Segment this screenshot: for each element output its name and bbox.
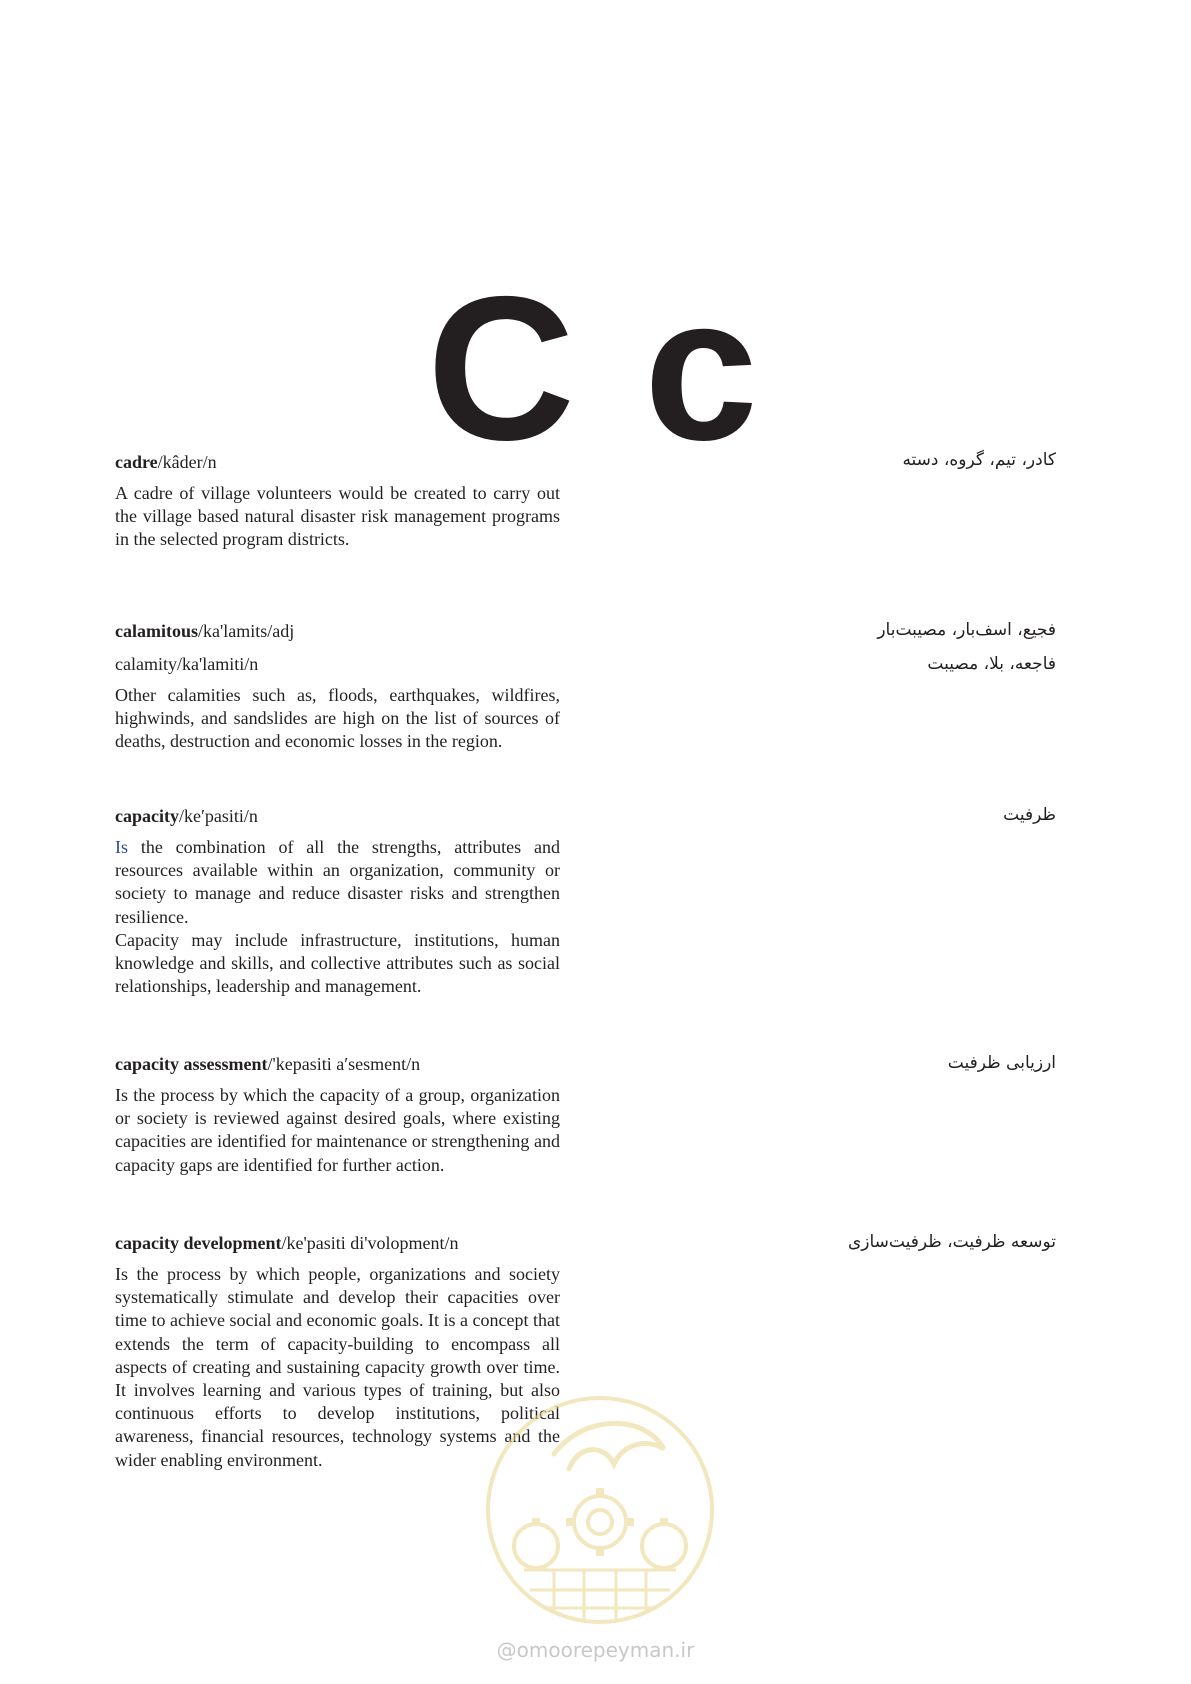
- pronunciation: /ke′pasiti/n: [178, 806, 258, 826]
- definition-paragraph: Capacity may include infrastructure, institutions, human knowledge and skills, and collective attributes such as social relationships, leadership and management.: [115, 929, 560, 997]
- headword-line: [115, 1053, 560, 1075]
- watermark-logo: [484, 1394, 716, 1626]
- definition-paragraph: Other calamities such as, floods, earthquakes, wildfires, highwinds, and sandslides are high on the list of sources of deaths, destruction and economic losses in the region.: [115, 685, 560, 752]
- definition: [115, 1084, 560, 1177]
- definition-lead: Is: [115, 837, 128, 857]
- glossary-entry-capacity-assessment: [115, 1053, 560, 1177]
- headword-line: [115, 620, 560, 642]
- headword: calamitous: [115, 621, 198, 641]
- headword-line: [115, 451, 560, 473]
- pronunciation: /ka'lamits/adj: [198, 621, 295, 641]
- watermark-url: @omoorepeyman.ir: [496, 1638, 695, 1662]
- glossary-entry-calamitous: [115, 620, 560, 754]
- sub-headword-line: calamity/ka'lamiti/n: [115, 654, 259, 674]
- headword-line: [115, 1232, 560, 1254]
- pronunciation: /ke'pasiti di'volopment/n: [281, 1233, 459, 1253]
- persian-translation-sub: فاجعه، بلا، مصیبت: [927, 654, 1056, 674]
- definition-paragraph: Is the process by which people, organizations and society systematically stimulate and develop their capacities over time to achieve social and economic goals. It is a concept that extends the term of capacity-building to encompass all aspects of creating and sustaining capacity growth over time. It involves learning and various types of training, but also continuous efforts to develop institutions, political awareness, financial resources, technology systems and the wider enabling environment.: [115, 1264, 560, 1470]
- persian-translation: ارزیابی ظرفیت: [947, 1053, 1056, 1073]
- definition-paragraph: [115, 836, 560, 929]
- glossary-entry-cadre: [115, 451, 560, 552]
- glossary-entry-capacity: [115, 805, 560, 998]
- section-letter-heading: C c: [426, 254, 764, 483]
- definition-text: the combination of all the strengths, attributes and resources available within an organization, community or society to manage and reduce disaster risks and strengthen resilience.: [115, 837, 560, 927]
- persian-translation: توسعه ظرفیت، ظرفیت‌سازی: [847, 1232, 1056, 1252]
- definition: [115, 836, 560, 998]
- persian-translation: ظرفیت: [1003, 805, 1056, 825]
- headword: capacity development: [115, 1233, 282, 1253]
- definition: [115, 482, 560, 552]
- definition: [115, 684, 560, 754]
- pronunciation: /'kepasiti a′sesment/n: [267, 1054, 421, 1074]
- headword: capacity: [115, 806, 179, 826]
- definition-paragraph: Is the process by which the capacity of a group, organization or society is reviewed against desired goals, where existing capacities are identified for maintenance or strengthening and capacity gaps are identified for further action.: [115, 1085, 560, 1175]
- headword-line: [115, 805, 560, 827]
- persian-translation: فجیع، اسف‌بار، مصیبت‌بار: [877, 620, 1056, 640]
- seal-icon: [484, 1394, 716, 1626]
- headword: cadre: [115, 452, 158, 472]
- persian-translation: کادر، تیم، گروه، دسته: [902, 450, 1056, 470]
- pronunciation: /kâder/n: [157, 452, 217, 472]
- headword: capacity assessment: [115, 1054, 268, 1074]
- definition-paragraph: A cadre of village volunteers would be created to carry out the village based natural disaster risk management programs in the selected program districts.: [115, 483, 560, 550]
